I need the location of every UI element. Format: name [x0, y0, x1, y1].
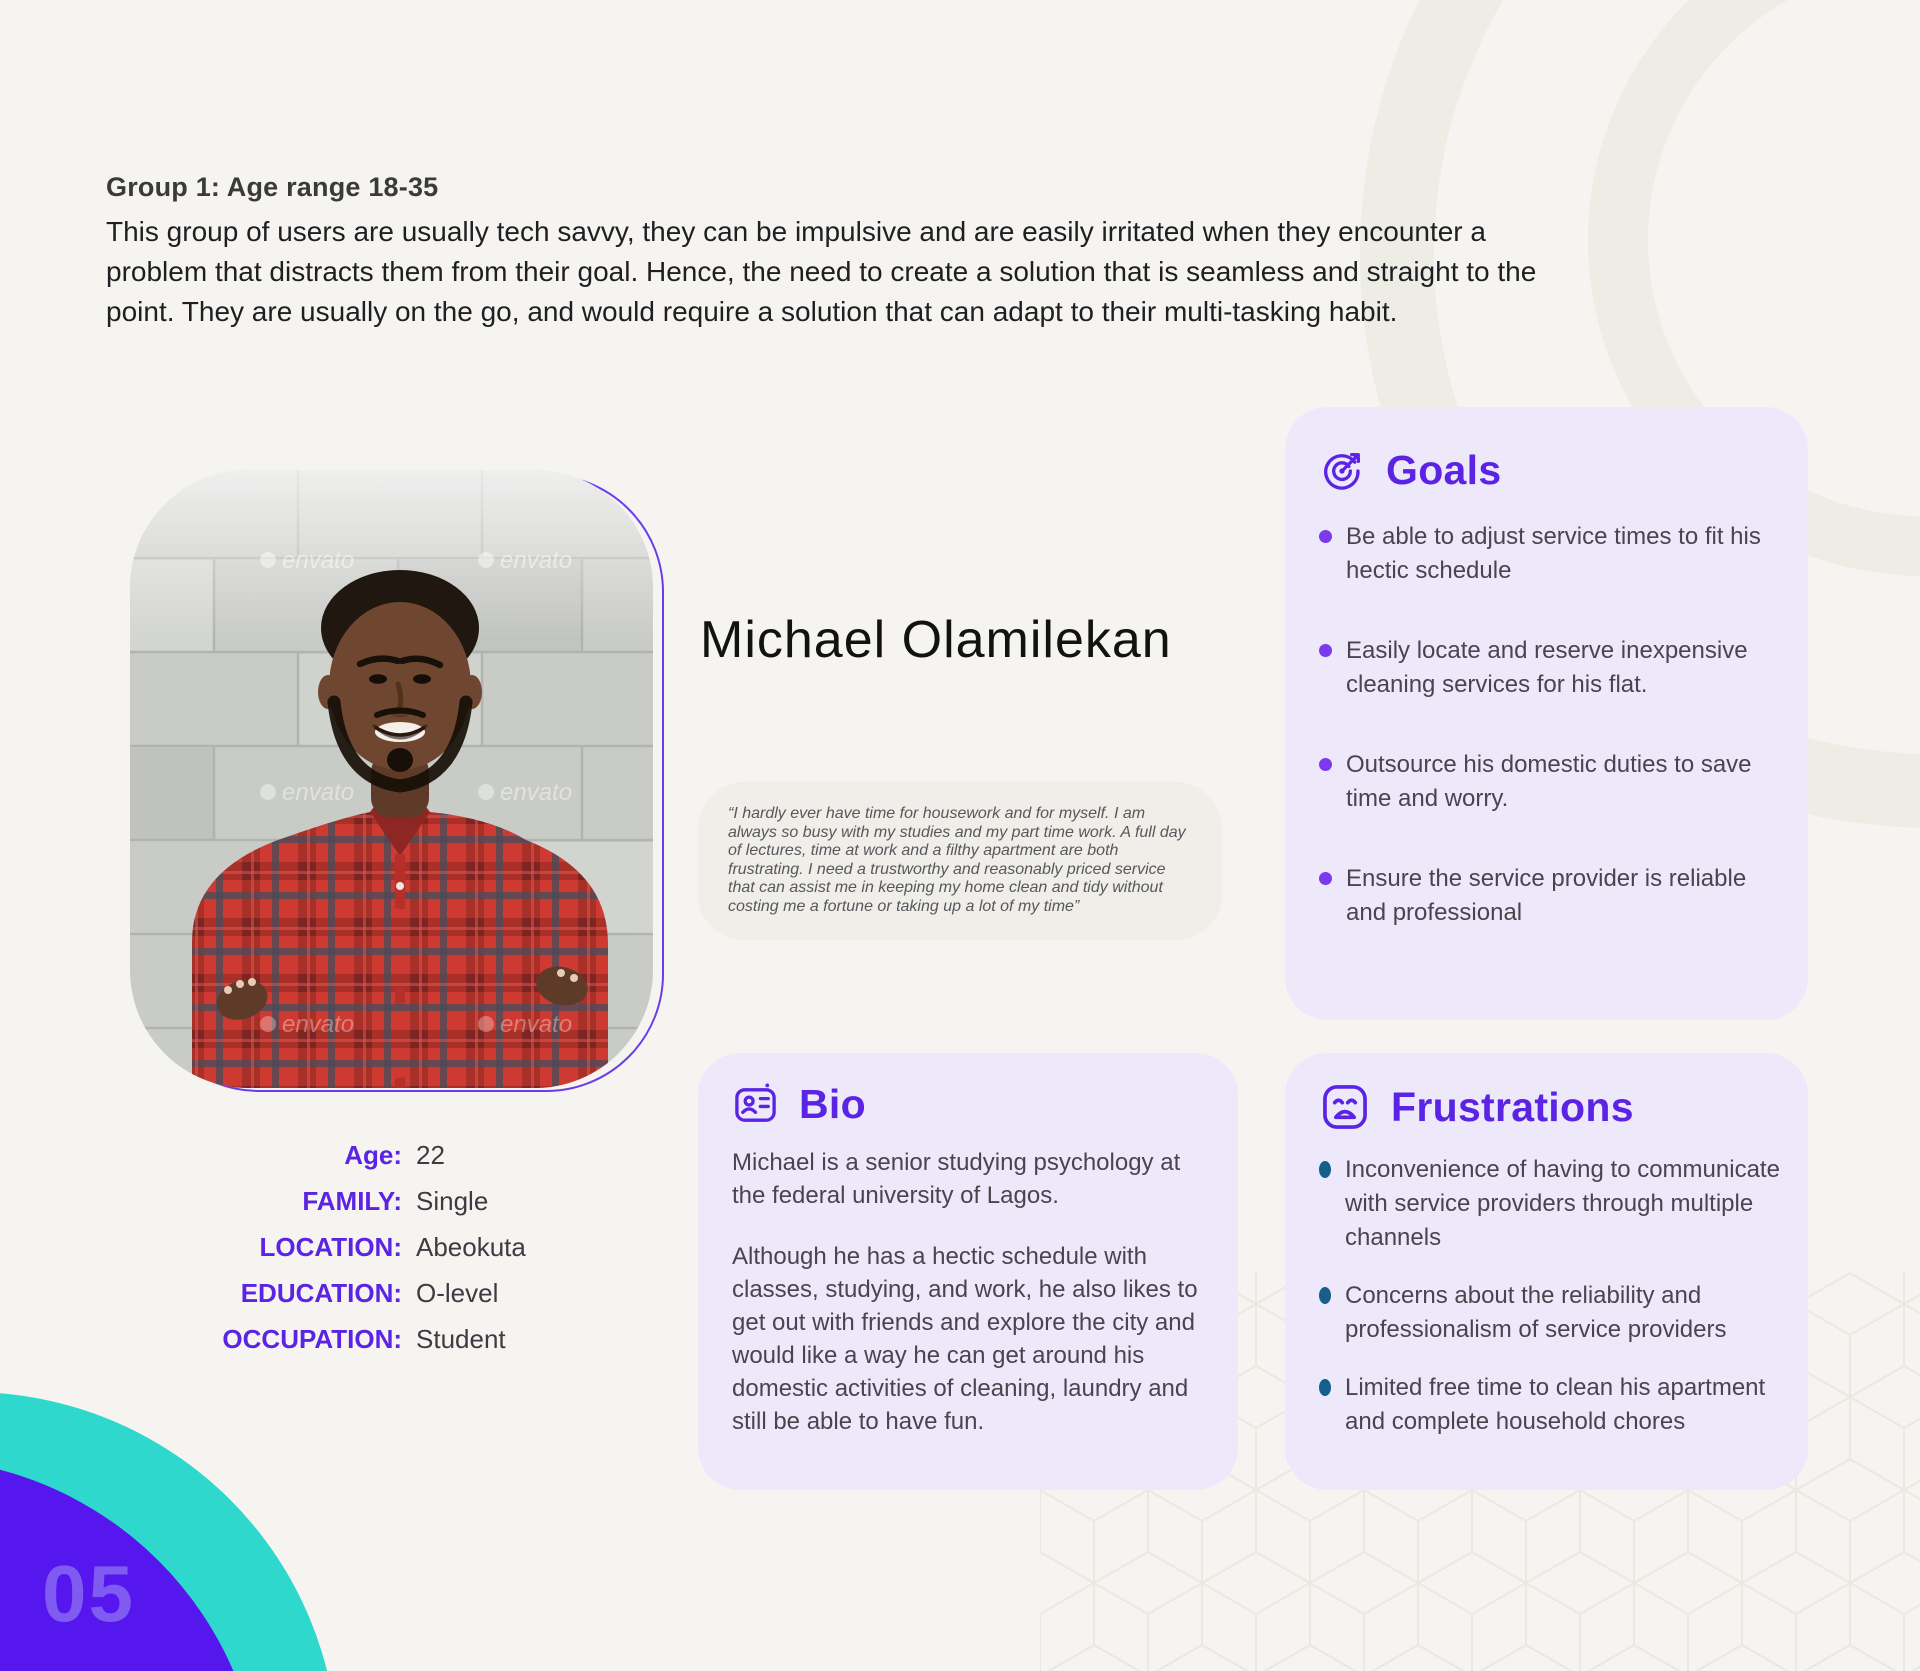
goal-item [1319, 748, 1780, 816]
detail-label: LOCATION: [259, 1232, 402, 1262]
frustration-item [1319, 1371, 1784, 1439]
goals-list [1319, 520, 1780, 930]
watermark-text: envato [500, 1011, 573, 1038]
frustration-text: Inconvenience of having to communicate with service providers through multiple channels [1345, 1156, 1780, 1251]
watermark-text: envato [282, 1011, 355, 1038]
frustration-item [1319, 1279, 1784, 1347]
detail-label: Age: [344, 1140, 402, 1170]
persona-photo [130, 470, 653, 1088]
frustration-text: Limited free time to clean his apartment and complete household chores [1345, 1374, 1766, 1435]
frustration-bullet-icon [1319, 1287, 1331, 1304]
goals-header [1319, 447, 1780, 494]
persona-details [118, 1140, 526, 1355]
watermark-text: envato [500, 547, 573, 574]
frustrations-list [1319, 1153, 1784, 1439]
goal-item [1319, 634, 1780, 702]
frustration-text: Concerns about the reliability and professionalism of service providers [1345, 1282, 1727, 1343]
target-icon [1319, 447, 1366, 494]
bio-header [732, 1081, 1204, 1128]
bio-card [698, 1053, 1238, 1490]
frustration-bullet-icon [1319, 1161, 1331, 1178]
goal-item [1319, 520, 1780, 588]
goal-bullet-icon [1319, 872, 1332, 885]
bio-paragraph: Michael is a senior studying psychology at the federal university of Lagos. [732, 1149, 1181, 1209]
group-header [106, 172, 1606, 332]
bio-text [732, 1146, 1204, 1438]
persona-quote: “I hardly ever have time for housework and for myself. I am always so busy with my studies and my part time work. A full day of lectures, time at work and a filthy apartment are both frustrating. I need a trustworthy and reasonably priced service that can assist me in keeping my home clean and tidy without costing me a fortune or taking up a lot of my time” [698, 782, 1222, 940]
detail-value: Single [416, 1186, 489, 1216]
detail-label: EDUCATION: [240, 1278, 402, 1308]
detail-value: Student [416, 1324, 506, 1354]
goal-text: Ensure the service provider is reliable and professional [1346, 865, 1747, 926]
id-card-icon [732, 1081, 779, 1128]
goals-card [1285, 407, 1808, 1020]
detail-label: OCCUPATION: [222, 1324, 402, 1354]
goal-bullet-icon [1319, 530, 1332, 543]
sad-face-icon [1319, 1081, 1371, 1133]
frustrations-title: Frustrations [1391, 1083, 1634, 1130]
goal-item [1319, 862, 1780, 930]
page-number: 05 [42, 1549, 135, 1638]
detail-value: 22 [416, 1140, 445, 1170]
detail-value: O-level [416, 1278, 499, 1308]
goal-text: Easily locate and reserve inexpensive cleaning services for his flat. [1346, 637, 1748, 698]
watermark-text: envato [282, 547, 355, 574]
frustrations-card [1285, 1053, 1808, 1490]
watermark-text: envato [500, 779, 573, 806]
goal-bullet-icon [1319, 644, 1332, 657]
goal-text: Outsource his domestic duties to save time and worry. [1346, 751, 1752, 812]
goals-title: Goals [1386, 447, 1502, 493]
goal-text: Be able to adjust service times to fit his hectic schedule [1346, 523, 1761, 584]
bio-paragraph: Although he has a hectic schedule with classes, studying, and work, he also likes to get out with friends and explore the city and would like a way he can get around his domestic activities of cleaning, laundry and still be able to have fun. [732, 1243, 1198, 1435]
frustration-item [1319, 1153, 1784, 1255]
frustrations-header [1319, 1081, 1784, 1133]
group-title: Group 1: Age range 18-35 [106, 172, 439, 202]
goal-bullet-icon [1319, 758, 1332, 771]
detail-value: Abeokuta [416, 1232, 526, 1262]
detail-label: FAMILY: [302, 1186, 402, 1216]
group-description: This group of users are usually tech savvy, they can be impulsive and are easily irritated when they encounter a problem that distracts them from their goal. Hence, the need to create a solution that is seamless and straight to the point. They are usually on the go, and would require a solution that can adapt to their multi-tasking habit. [106, 216, 1537, 327]
bio-title: Bio [799, 1081, 866, 1127]
watermark-text: envato [282, 779, 355, 806]
photo-illustration [130, 470, 653, 1088]
frustration-bullet-icon [1319, 1379, 1331, 1396]
persona-name: Michael Olamilekan [700, 611, 1172, 669]
